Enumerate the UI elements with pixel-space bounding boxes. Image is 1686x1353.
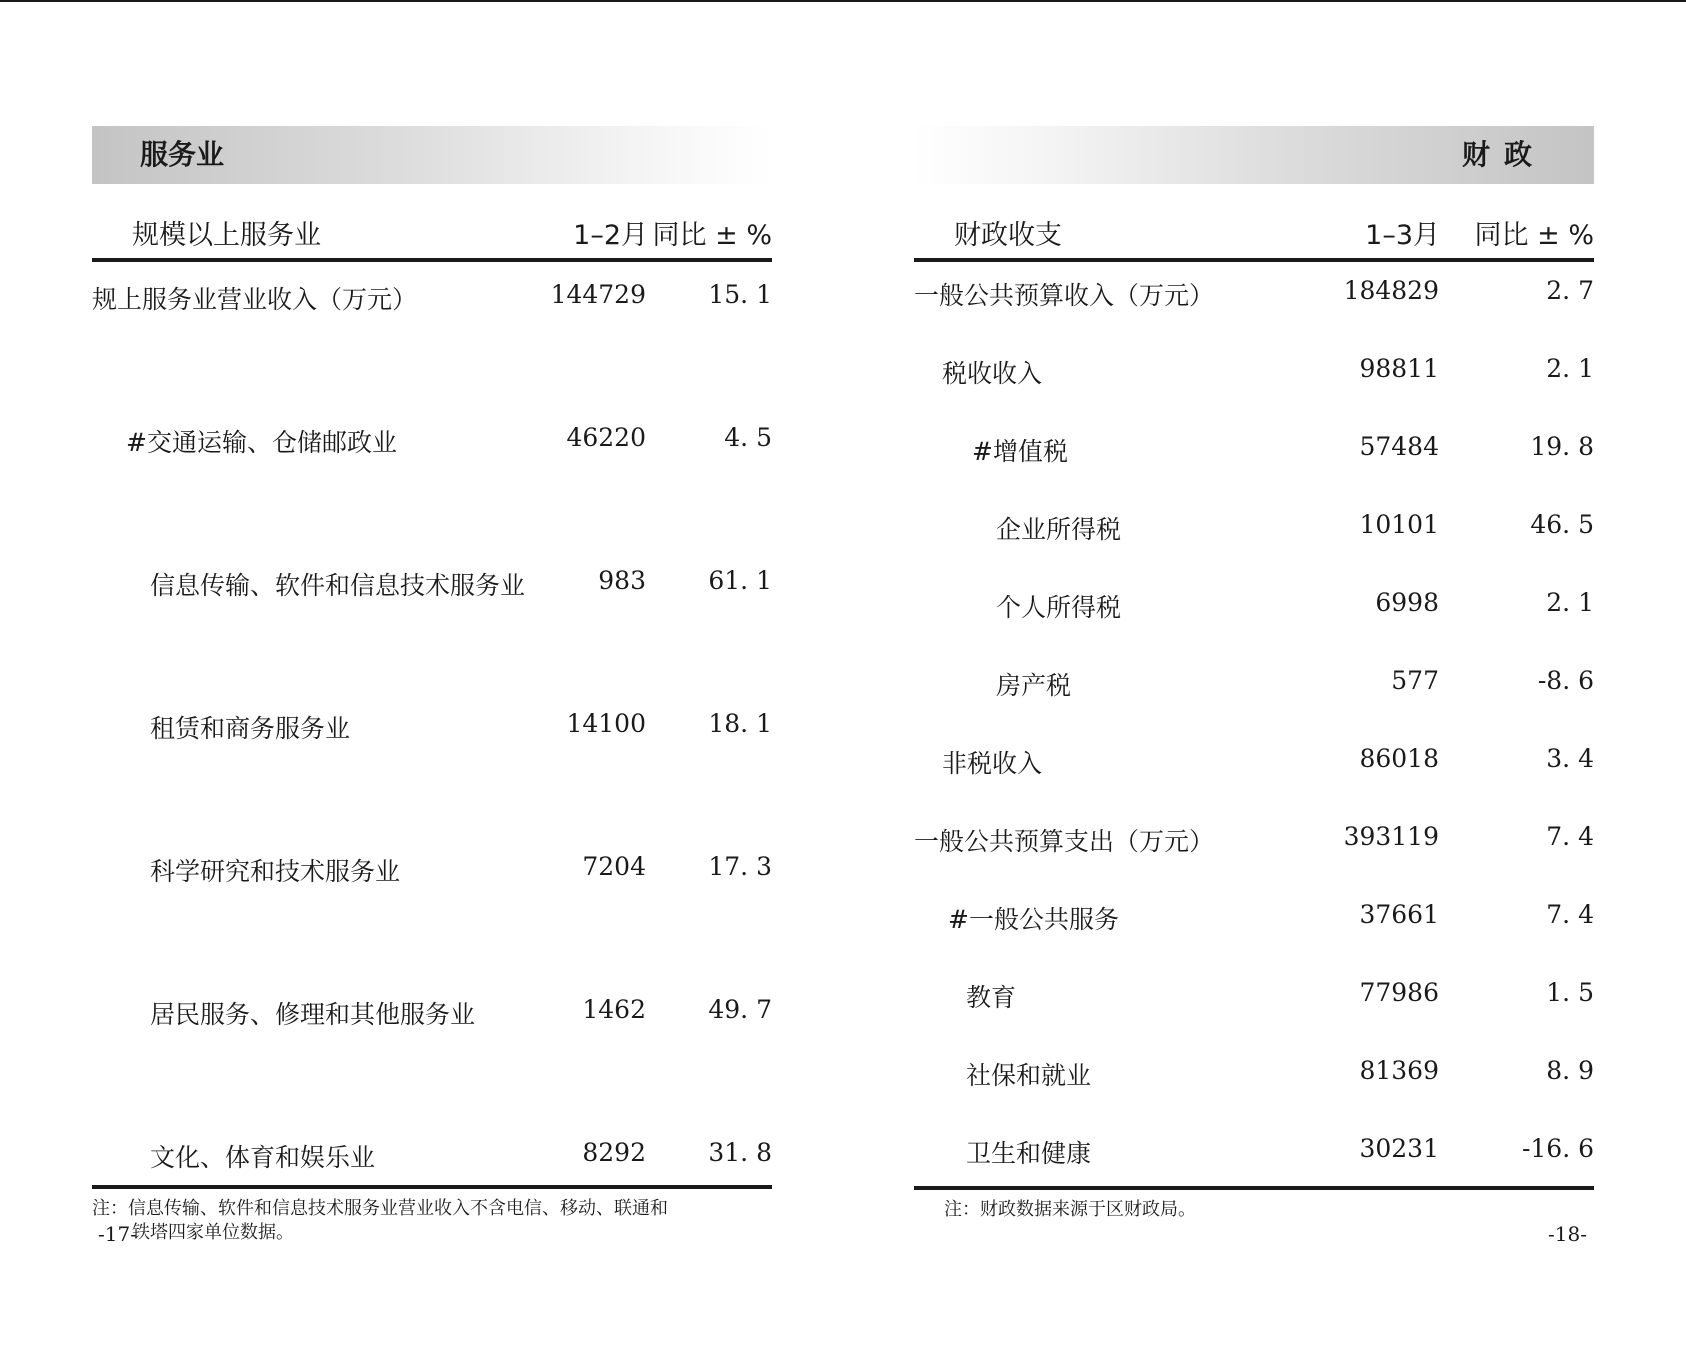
table-body xyxy=(914,262,1594,1186)
row-value: 393119 xyxy=(1343,822,1439,851)
row-value: 46220 xyxy=(566,423,646,452)
row-change: 3. 4 xyxy=(1546,744,1594,773)
row-label: 教育 xyxy=(966,983,1017,1012)
right-page xyxy=(914,126,1594,1222)
row-value: 81369 xyxy=(1359,1056,1439,1085)
row-change: 8. 9 xyxy=(1546,1056,1594,1085)
table-row xyxy=(914,354,1594,432)
row-label: 居民服务、修理和其他服务业 xyxy=(150,1000,476,1029)
row-value: 144729 xyxy=(550,280,646,309)
row-change: 2. 7 xyxy=(1546,276,1594,305)
row-change: 19. 8 xyxy=(1530,432,1594,461)
footnote-line: 注：信息传输、软件和信息技术服务业营业收入不含电信、移动、联通和 xyxy=(92,1198,668,1219)
row-change: -16. 6 xyxy=(1521,1134,1594,1163)
row-label: 个人所得税 xyxy=(996,593,1122,622)
section-title: 服务业 xyxy=(140,138,225,171)
row-change: -8. 6 xyxy=(1537,666,1594,695)
row-label: 社保和就业 xyxy=(966,1061,1092,1090)
table-row xyxy=(914,588,1594,666)
footnote-line: 铁塔四家单位数据。 xyxy=(132,1222,294,1243)
row-change: 31. 8 xyxy=(708,1138,772,1167)
row-change: 15. 1 xyxy=(708,280,772,309)
row-value: 98811 xyxy=(1359,354,1439,383)
table-row xyxy=(914,666,1594,744)
row-change: 1. 5 xyxy=(1546,978,1594,1007)
table-row xyxy=(92,1138,772,1178)
table-bottom-rule xyxy=(92,1185,772,1189)
table-row xyxy=(92,566,772,709)
section-banner-services xyxy=(92,126,772,184)
row-change: 7. 4 xyxy=(1546,900,1594,929)
column-header-period: 1–3月 xyxy=(1365,220,1440,251)
row-label: 科学研究和技术服务业 xyxy=(150,857,401,886)
row-value: 577 xyxy=(1391,666,1439,695)
table-row xyxy=(914,900,1594,978)
row-change: 61. 1 xyxy=(708,566,772,595)
column-header-change: 同比 ± % xyxy=(1474,220,1594,251)
row-change: 4. 5 xyxy=(724,423,772,452)
left-page xyxy=(92,126,772,1245)
row-label: #一般公共服务 xyxy=(948,905,1119,934)
column-header-change: 同比 ± % xyxy=(652,220,772,251)
page-number-right: -18- xyxy=(1548,1222,1587,1246)
row-value: 6998 xyxy=(1375,588,1439,617)
row-label: 规上服务业营业收入（万元） xyxy=(92,285,418,314)
footnote xyxy=(914,1198,1594,1222)
table-row xyxy=(914,1056,1594,1134)
row-value: 1462 xyxy=(582,995,646,1024)
column-header-period: 1–2月 xyxy=(573,220,648,251)
table-row xyxy=(92,709,772,852)
page-number-left: -17- xyxy=(98,1222,137,1246)
row-value: 86018 xyxy=(1359,744,1439,773)
row-label: #交通运输、仓储邮政业 xyxy=(126,428,397,457)
row-change: 17. 3 xyxy=(708,852,772,881)
row-change: 2. 1 xyxy=(1546,354,1594,383)
section-banner-finance xyxy=(914,126,1594,184)
footnote xyxy=(92,1197,772,1245)
page-top-rule xyxy=(0,0,1686,2)
section-title: 财政 xyxy=(1461,138,1546,171)
row-change: 46. 5 xyxy=(1530,510,1594,539)
table-row xyxy=(914,978,1594,1056)
row-value: 983 xyxy=(598,566,646,595)
table-header xyxy=(92,196,772,262)
table-row xyxy=(92,423,772,566)
row-label: 非税收入 xyxy=(942,749,1043,778)
table-row xyxy=(92,280,772,423)
row-value: 10101 xyxy=(1359,510,1439,539)
row-value: 14100 xyxy=(566,709,646,738)
table-row xyxy=(914,822,1594,900)
row-label: 房产税 xyxy=(996,671,1072,700)
row-change: 7. 4 xyxy=(1546,822,1594,851)
table-row xyxy=(914,276,1594,354)
row-label: 一般公共预算支出（万元） xyxy=(914,827,1215,856)
row-label: 税收收入 xyxy=(942,359,1043,388)
table-row xyxy=(914,744,1594,822)
table-header xyxy=(914,196,1594,262)
row-label: 文化、体育和娱乐业 xyxy=(150,1143,376,1172)
table-body xyxy=(92,262,772,1185)
row-value: 8292 xyxy=(582,1138,646,1167)
row-label: 信息传输、软件和信息技术服务业 xyxy=(150,571,526,600)
table-row xyxy=(92,852,772,995)
table-row xyxy=(914,432,1594,510)
table-row xyxy=(914,510,1594,588)
row-change: 18. 1 xyxy=(708,709,772,738)
row-change: 49. 7 xyxy=(708,995,772,1024)
row-value: 37661 xyxy=(1359,900,1439,929)
row-value: 7204 xyxy=(582,852,646,881)
row-label: 企业所得税 xyxy=(996,515,1122,544)
row-value: 77986 xyxy=(1359,978,1439,1007)
row-label: 租赁和商务服务业 xyxy=(150,714,351,743)
column-header-label: 规模以上服务业 xyxy=(132,220,321,251)
row-value: 184829 xyxy=(1343,276,1439,305)
column-header-label: 财政收支 xyxy=(954,220,1062,251)
row-value: 30231 xyxy=(1359,1134,1439,1163)
table-row xyxy=(92,995,772,1138)
row-label: #增值税 xyxy=(972,437,1068,466)
row-change: 2. 1 xyxy=(1546,588,1594,617)
footnote-line: 注：财政数据来源于区财政局。 xyxy=(944,1199,1196,1220)
row-label: 卫生和健康 xyxy=(966,1139,1092,1168)
row-value: 57484 xyxy=(1359,432,1439,461)
table-row xyxy=(914,1134,1594,1174)
row-label: 一般公共预算收入（万元） xyxy=(914,281,1215,310)
table-bottom-rule xyxy=(914,1186,1594,1190)
